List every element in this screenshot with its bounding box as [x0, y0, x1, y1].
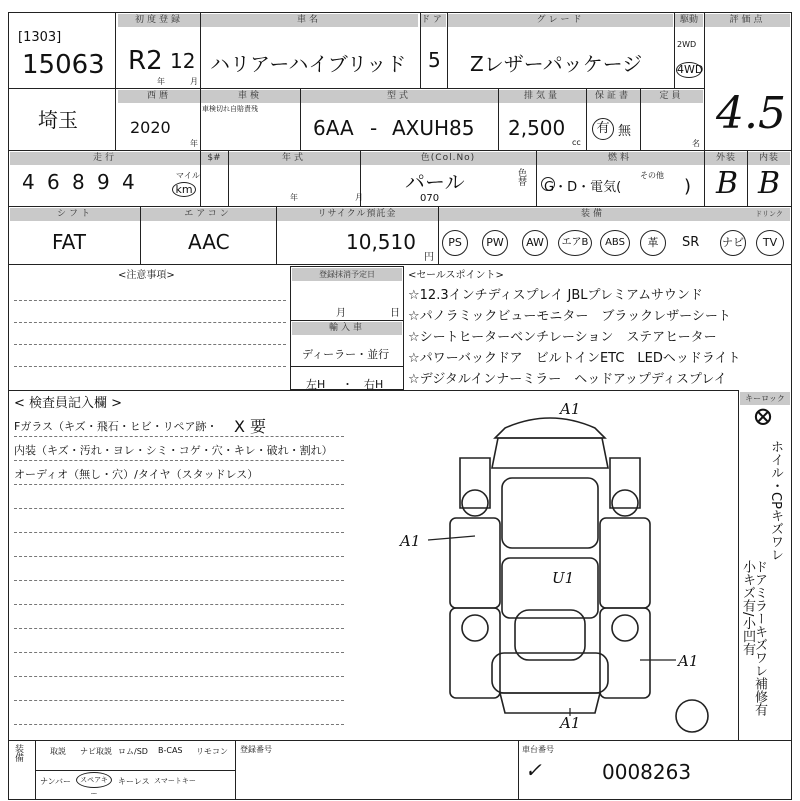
- inspector-title: < 検査員記入欄 >: [14, 396, 123, 411]
- sales-point: ☆デジタルインナーミラー ヘッドアップディスプレイ: [408, 372, 727, 387]
- year-type-label: 年式: [228, 152, 360, 165]
- mileage-digit: 8: [72, 170, 85, 194]
- header-doors-label: ドア: [421, 15, 445, 25]
- capacity-unit: 名: [692, 139, 700, 148]
- equip-abs: ABS: [600, 230, 630, 256]
- drink-label: ドリンク: [748, 208, 790, 221]
- damage-mark: U1: [552, 569, 575, 587]
- footer-label: リモコン: [196, 747, 228, 756]
- drive-2wd: 2WD: [677, 40, 697, 49]
- lot-number: 15063: [22, 50, 105, 80]
- header-drive-label: 駆動: [675, 14, 703, 27]
- exterior-label: 外装: [705, 152, 747, 165]
- fuel-label: 燃料: [536, 152, 704, 165]
- mileage-unit-km-circled: [172, 182, 196, 197]
- inspection-label: 車検: [200, 90, 300, 103]
- equip-pw: PW: [482, 230, 508, 256]
- car-diagram: [380, 398, 720, 738]
- inspector-line-2: 内装（キズ・汚れ・ヨレ・シミ・コゲ・穴・キレ・破れ・割れ）: [14, 444, 333, 457]
- footer-label: B-CAS: [158, 746, 183, 755]
- reg-number-label: 登録番号: [240, 745, 272, 754]
- doors: 5: [428, 48, 441, 72]
- damage-mark: A1: [560, 714, 581, 732]
- equip-navi: ナビ: [720, 230, 746, 256]
- footer-label-2: キーレス: [118, 777, 150, 786]
- year-type-unit: 年: [290, 193, 298, 202]
- equip-airbag: エアB: [558, 230, 592, 256]
- fuel-text: G・D・電気(: [544, 180, 622, 195]
- header-model-label: 車名: [200, 14, 418, 27]
- drive-4wd-circled: [676, 62, 702, 78]
- chassis-number: 0008263: [602, 760, 692, 784]
- inspector-line-3: オーディオ（無し・穴）/タイヤ（スタッドレス）: [14, 468, 259, 481]
- model-name: ハリアーハイブリッド: [210, 52, 407, 76]
- equip-ps: PS: [442, 230, 468, 256]
- damage-mark: A1: [400, 532, 421, 550]
- interior-grade: B: [758, 166, 781, 201]
- recycle-label: リサイクル預託金: [276, 208, 438, 221]
- month-unit: 月: [355, 193, 363, 202]
- model-dash: -: [370, 116, 378, 140]
- inspector-line-1: Fガラス（キズ・飛石・ヒビ・リペア跡・: [14, 420, 218, 433]
- equip-sunroof: SR: [682, 235, 700, 250]
- spare-key-circled: スペアキー: [76, 772, 112, 788]
- yen: 円: [424, 252, 434, 263]
- year-label: 西暦: [118, 90, 200, 103]
- year: 2020: [130, 118, 171, 137]
- inspection-note: 車検切れ自賠責残: [202, 105, 258, 113]
- registration-month: 月: [336, 308, 346, 319]
- footer-label: ロム/SD: [118, 747, 148, 756]
- warranty-yes: 有: [596, 121, 610, 136]
- shift: FAT: [52, 230, 87, 254]
- mileage-label: 走行: [10, 152, 200, 165]
- sales-point: ☆12.3インチディスプレイ JBLプレミアムサウンド: [408, 288, 703, 303]
- handle-sep: ・: [342, 378, 353, 391]
- score-handwritten: 4.5: [716, 88, 786, 139]
- displacement: 2,500: [508, 116, 566, 140]
- exterior-grade: B: [716, 166, 739, 201]
- mileage-digit: 4: [122, 170, 135, 194]
- color-no: 070: [420, 193, 440, 204]
- tax-label: $#: [200, 152, 228, 165]
- model-code-label: 型式: [300, 90, 498, 103]
- fuel-other: その他: [640, 171, 664, 180]
- color: パール: [405, 170, 465, 194]
- registration-day: 日: [390, 308, 400, 319]
- mileage-digit: 6: [47, 170, 60, 194]
- side-note-1: ホイル・CPキズワレ: [768, 440, 783, 561]
- chassis-label: 車台番号: [522, 745, 554, 754]
- handle-right: 右H: [364, 378, 384, 391]
- footer-label: ナビ取説: [80, 747, 112, 756]
- displacement-label: 排気量: [498, 90, 586, 103]
- prefecture: 埼玉: [38, 108, 78, 132]
- header-score-label: 評価点: [705, 14, 790, 27]
- lot-box: [1303]: [18, 30, 62, 45]
- sales-point: ☆パノラミックビューモニター ブラックレザーシート: [408, 309, 731, 324]
- warranty-yes-circled: [592, 118, 614, 140]
- footer-label: 取説: [50, 747, 66, 756]
- warranty-no: 無: [618, 124, 632, 139]
- model-code: AXUH85: [392, 116, 475, 140]
- registration-label: 登録抹消予定日: [292, 268, 402, 281]
- equip-tv: TV: [756, 230, 784, 256]
- model-prefix: 6AA: [313, 116, 354, 140]
- footer-label-2: スマートキー: [154, 777, 196, 785]
- color-change: 色替: [516, 168, 526, 186]
- aircon-label: エアコン: [140, 208, 276, 221]
- mileage-digit: 4: [22, 170, 35, 194]
- key-lock-label: キーロック: [740, 392, 790, 405]
- reg-year-unit: 年: [157, 77, 165, 86]
- equip-aw: AW: [522, 230, 548, 256]
- key-lock-mark: ⊗: [752, 402, 774, 432]
- interior-label: 内装: [748, 152, 790, 165]
- aircon: AAC: [188, 230, 230, 254]
- caution-label: <注意事項>: [118, 270, 175, 281]
- header-grade-label: グレード: [448, 14, 673, 27]
- chassis-check: ✓: [525, 758, 542, 782]
- capacity-label: 定員: [640, 90, 703, 103]
- damage-mark: A1: [560, 400, 581, 418]
- grade: Zレザーパッケージ: [470, 52, 643, 76]
- footer-equipment-label: 装備: [13, 744, 23, 762]
- side-note-2: 小キズ有/小凹有: [740, 560, 755, 656]
- inspector-line-1-mark: X 要: [234, 417, 267, 436]
- sales-point: ☆シートヒーターベンチレーション ステアヒーター: [408, 330, 717, 345]
- color-label: 色(Col.No): [360, 152, 536, 165]
- footer-label-2: ナンバー: [40, 777, 72, 786]
- header-reg-year-label: 初度登録: [118, 14, 200, 27]
- mileage-digit: 9: [97, 170, 110, 194]
- mileage-unit-km: km: [175, 183, 193, 196]
- warranty-label: 保証書: [586, 90, 640, 103]
- shift-label: シフト: [10, 208, 140, 221]
- mileage-unit-mile: マイル: [176, 171, 200, 180]
- fuel-close: ): [684, 176, 692, 197]
- reg-month: 12: [170, 49, 196, 73]
- damage-mark: A1: [678, 652, 699, 670]
- drive-4wd: 4WD: [677, 63, 704, 76]
- reg-era: R2: [128, 46, 163, 76]
- equip-leather: 革: [640, 230, 666, 256]
- equipment-label: 装備: [438, 208, 748, 221]
- import-label: 輸入車: [292, 322, 402, 335]
- cc-unit: cc: [572, 138, 581, 147]
- reg-month-unit: 月: [190, 77, 198, 86]
- handle-left: 左H: [306, 378, 326, 391]
- recycle-fee: 10,510: [346, 230, 416, 254]
- side-note-3: ドアミラーキズワレ補修有: [752, 560, 767, 716]
- sales-label: <セールスポイント>: [408, 270, 504, 281]
- year-unit: 年: [190, 139, 198, 148]
- sales-point: ☆パワーバックドア ビルトインETC LEDヘッドライト: [408, 351, 741, 366]
- dealer-parallel: ディーラー・並行: [302, 348, 390, 361]
